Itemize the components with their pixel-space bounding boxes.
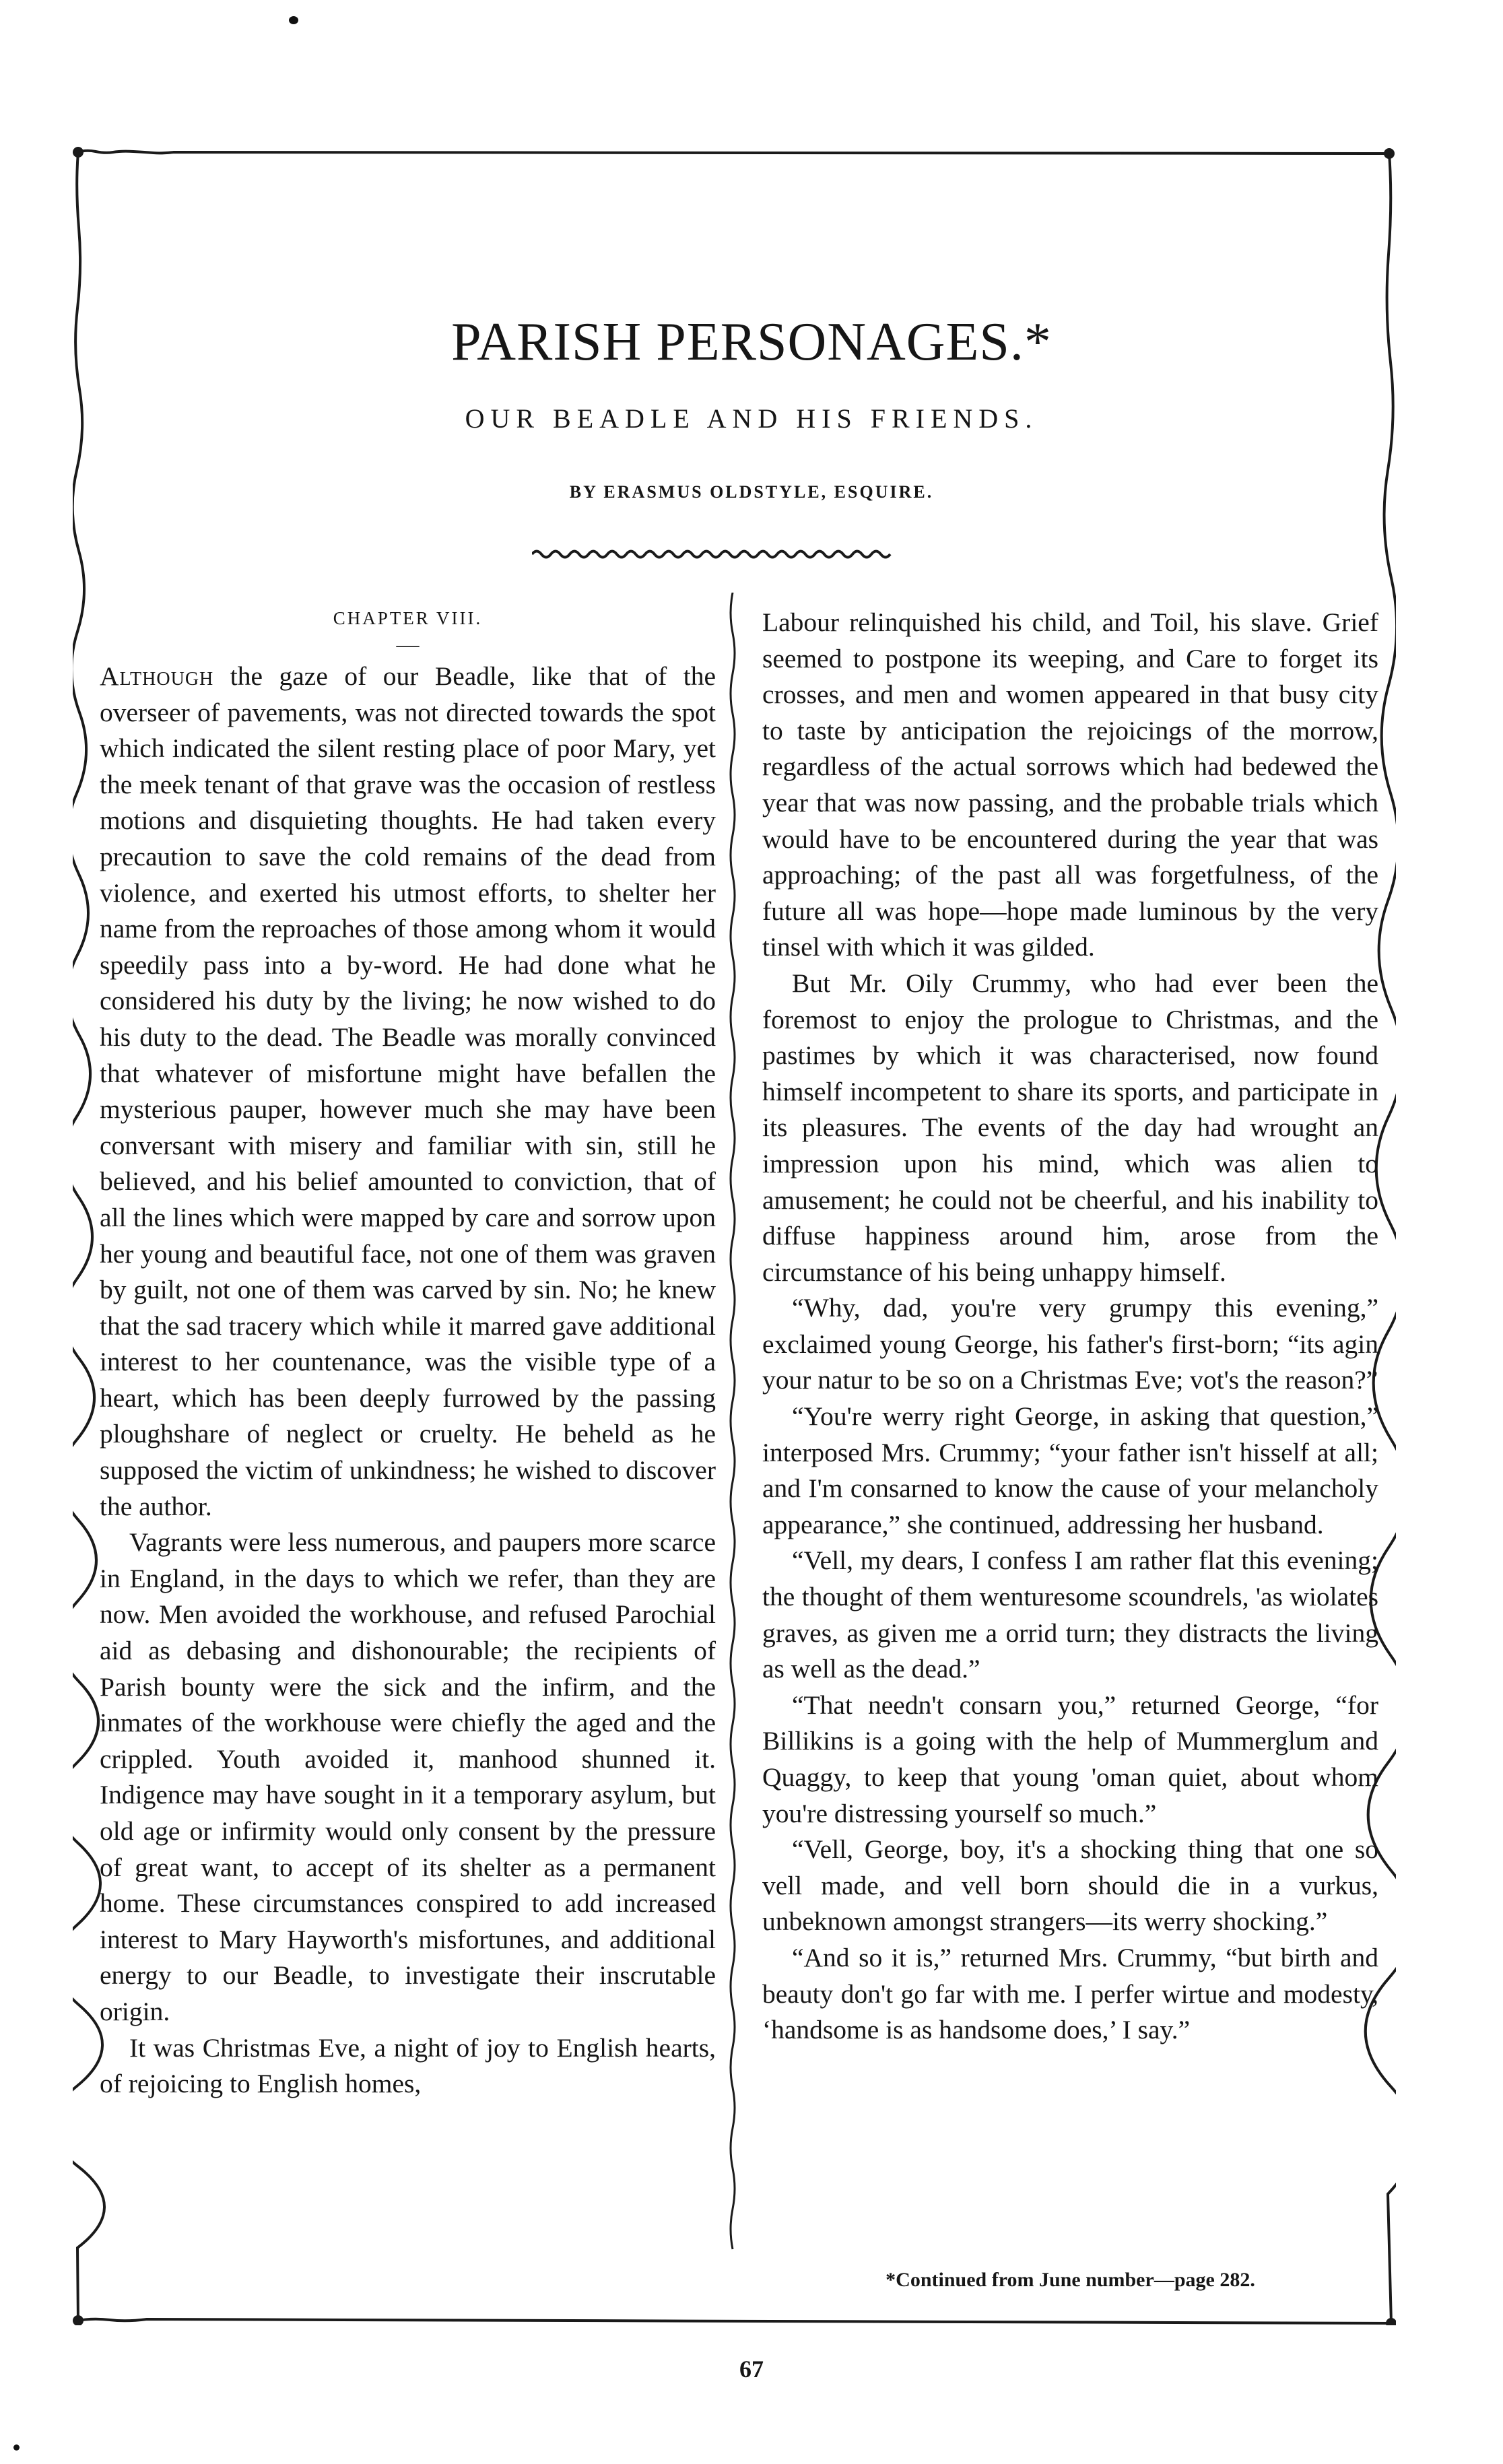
paragraph: “Why, dad, you're very grumpy this evening,” exclaimed young George, his father's first-born; “its agin your natur to be so on a Christmas Eve; vot's the reason?”: [762, 1293, 1378, 1395]
corner-ornament-icon: [73, 2315, 84, 2325]
paragraph: “Vell, my dears, I confess I am rather flat this evening; the thought of them wenturesome scoundrels, 'as wiolates graves, as given me a orrid turn; they distracts the living as well as the dead.”: [762, 1545, 1378, 1684]
corner-ornament-icon: [1386, 2318, 1396, 2325]
corner-ornament-icon: [1384, 148, 1395, 159]
paragraph: [100, 659, 716, 1525]
article-subtitle: OUR BEADLE AND HIS FRIENDS.: [465, 403, 1038, 434]
article-title: PARISH PERSONAGES.*: [451, 312, 1052, 372]
paragraph: But Mr. Oily Crummy, who had ever been the foremost to enjoy the prologue to Christmas, and the pastimes by which it was characterised, now found himself incompetent to share its sports, and participate in its pleasures. The events of the day had wrought an impression upon his mind, which was alien to amusement; he could not be cheerful, and his inability to diffuse happiness around him, arose from the circumstance of his being unhappy himself.: [762, 968, 1378, 1287]
column-divider: [728, 593, 737, 2263]
paragraph: Labour relinquished his child, and Toil, his slave. Grief seemed to postpone its weeping, and Care to forget its crosses, and men and women appeared in that busy city to taste by anticipation the rejoicings of the morrow, regardless of the actual sorrows which had bedewed the year that was now passing, and the probable trials which would have to be encountered during the year that was approaching; of the past all was forgetfulness, of the future all was hope—hope made luminous by the very tinsel with which it was gilded.: [762, 607, 1378, 962]
paragraph: “You're werry right George, in asking that question,” interposed Mrs. Crummy; “your father isn't hisself at all; and I'm consarned to know the cause of your melancholy appearance,” she continued, addressing her husband.: [762, 1401, 1378, 1539]
left-column: [100, 605, 716, 2102]
page-number: 67: [739, 2356, 764, 2383]
chapter-heading: CHAPTER VIII.: [333, 608, 483, 628]
right-column: [762, 605, 1378, 2049]
paragraph-text: the gaze of our Beadle, like that of the overseer of pavements, was not directed towards the spot which indicated the silent resting place of poor Mary, yet the meek tenant of that grave was the occasion of restless motions and disquieting thoughts. He had taken every precaution to save the cold remains of the dead from violence, and exerted his utmost efforts, to shelter her name from the reproaches of those among whom it would speedily pass into a by-word. He had done what he considered his duty by the living; he now wished to do his duty to the dead. The Beadle was morally convinced that whatever of misfortune might have befallen the mysterious pauper, however much she may have been conversant with misery and familiar with sin, still he believed, and his belief amounted to conviction, that of all the lines which were mapped by care and sorrow upon her young and beautiful face, not one of them was graven by guilt, not one of them was carved by sin. No; he knew that the sad tracery which while it marred gave additional interest to her countenance, was the visible type of a heart, which has been deeply furrowed by the passing ploughshare of neglect or cruelty. He beheld as he supposed the victim of unkindness; he wished to discover the author.: [100, 661, 716, 1521]
article-byline: BY ERASMUS OLDSTYLE, ESQUIRE.: [569, 482, 934, 502]
paragraph: “And so it is,” returned Mrs. Crummy, “but birth and beauty don't go far with me. I perfer wirtue and modesty, ‘handsome is as handsome does,’ I say.”: [762, 1942, 1378, 2045]
paragraph: “That needn't consarn you,” returned George, “for Billikins is a going with the help of Mummerglum and Quaggy, to keep that young 'oman quiet, about whom you're distressing yourself so much.”: [762, 1690, 1378, 1828]
footnote: *Continued from June number—page 282.: [886, 2269, 1255, 2291]
corner-ornament-icon: [73, 147, 84, 158]
ink-speck: [289, 16, 298, 24]
paragraph: Vagrants were less numerous, and paupers more scarce in England, in the days to which we refer, than they are now. Men avoided the workhouse, and refused Parochial aid as debasing and dishonourable; the recipients of Parish bounty were the sick and the infirm, and the inmates of the workhouse were chiefly the aged and the crippled. Youth avoided it, manhood shunned it. Indigence may have sought in it a temporary asylum, but old age or infirmity would only consent by the pressure of great want, to accept of its shelter as a permanent home. These circumstances conspired to add increased interest to Mary Hayworth's misfortunes, and additional energy to our Beadle, to investigate their inscrutable origin.: [100, 1527, 716, 2026]
chapter-dash: —: [396, 632, 420, 657]
wavy-title-rule: [532, 547, 896, 562]
paragraph: “Vell, George, boy, it's a shocking thing that one so vell made, and vell born should die in a vurkus, unbeknown amongst strangers—its werry shocking.”: [762, 1834, 1378, 1937]
paragraph-lead-word: Although: [100, 661, 214, 691]
ink-speck: [13, 2444, 20, 2451]
paragraph: It was Christmas Eve, a night of joy to English hearts, of rejoicing to English homes,: [100, 2032, 716, 2099]
